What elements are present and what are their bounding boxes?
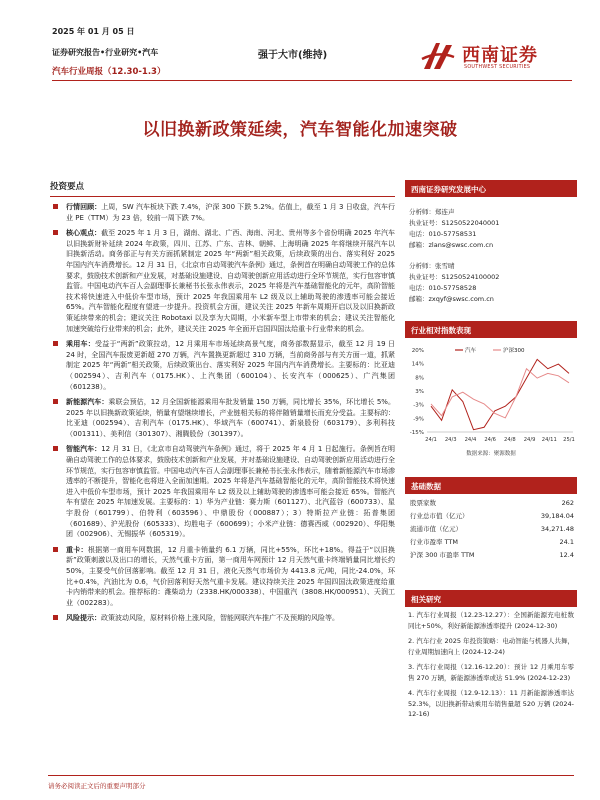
- series-line-1: [431, 369, 569, 418]
- basic-data-heading: 基础数据: [405, 477, 577, 494]
- related-research-heading: 相关研究: [405, 590, 577, 607]
- analyst-cert: 执业证号：S1250522040001: [409, 219, 500, 227]
- legend-label: 汽车: [465, 348, 477, 354]
- row-label: 行业总市值（亿元）: [410, 512, 469, 520]
- row-label: 股票家数: [410, 499, 436, 507]
- paragraph-text: 政策波动风险，原材料价格上涨风险，智能网联汽车推广不及预期的风险等。: [101, 614, 339, 623]
- x-tick-label: 24/11: [541, 437, 557, 443]
- summary-paragraph: [50, 545, 395, 609]
- y-tick-label: -15%: [409, 430, 424, 436]
- row-value: 39,184.04: [540, 511, 574, 520]
- logo-text-en: SOUTHWEST SECURITIES: [464, 65, 531, 70]
- bullet-icon: [53, 615, 58, 620]
- logo-mark-icon: [420, 39, 456, 73]
- paragraph-label: 重卡：: [66, 545, 88, 554]
- summary-paragraphs: [50, 202, 395, 624]
- row-label: 行业市盈率 TTM: [410, 538, 459, 546]
- row-value: 12.4: [559, 550, 574, 559]
- table-row: [407, 509, 577, 522]
- paragraph-text: 12 月 31 日，《北京市自动驾驶汽车条例》通过，将于 2025 年 4 月 1 日起施行。条例旨在明确自动驾驶工作的总体要求，鼓励技术创新和产业发展，并对基础设施建设、自动驾驶创新应用活动进行全环节规范，实行包容审慎监管。中国电动汽车百人会副理事长兼秘书长张永伟表示，随着新能源汽车市场渗透率的不断提升，智能化也将进入全面加速期。2025 年将是汽车基础智能化的元年，高阶智能技术将快速进入中低价车型市场，预计 2025 年我国乘用车 L2 级及以上辅助驾驶的渗透率可能会接近 65%。智能汽车有望在 2025 年加速发展。主要标的：1）华为产业链：赛力斯（601127）、北汽蓝谷（600733）、星宇股份（601799）、伯特利（603596）、中鼎股份（000887）；3）特斯拉产业链：拓普集团（601689）、沪光股份（605333）、均胜电子（600699）；小米产业链：德赛西威（002920）、华阳集团（002906）、无锡振华（605319）。: [66, 445, 396, 539]
- paragraph-label: 核心观点：: [66, 229, 102, 238]
- bullet-icon: [53, 399, 58, 404]
- analyst-phone: 电话：010-57758528: [409, 284, 477, 292]
- report-date: 2025 年 01 月 05 日: [52, 27, 135, 36]
- analyst-email[interactable]: 邮箱：zxqyf@swsc.com.cn: [409, 295, 494, 303]
- x-tick-label: 25/1: [563, 437, 575, 443]
- x-tick-label: 24/4: [464, 437, 477, 443]
- paragraph-text: 受益于“两新”政策拉动，12 月乘用车市场延续高景气度，商务部数据显示，截至 12 月 19 日 24 时，全国汽车报废更新超 270 万辆，汽车置换更新超过 310 万辆，当前商务部与有关方面一道，抓紧制定 2025 年“两新”相关政策，后续政策出台、落实利好 2025 年国内汽车消费增长。主要标的：比亚迪（002594）、吉利汽车（0175.HK）、上汽集团（600104）、长安汽车（000625）、广汽集团（601238）。: [66, 340, 395, 391]
- related-report-link[interactable]: 4. 汽车行业周报（12.9-12.13）：11 月新能源渗透率达 52.3%，以旧换新带动乘用车销售量超 520 万辆 (2024-12-16): [408, 689, 574, 718]
- summary-paragraph: [50, 339, 395, 392]
- x-tick-label: 24/9: [523, 437, 536, 443]
- paragraph-label: 新能源汽车：: [66, 398, 109, 407]
- y-tick-label: -9%: [413, 416, 424, 423]
- row-label: 沪深 300 市盈率 TTM: [410, 551, 475, 559]
- series-line-0: [431, 359, 569, 429]
- table-row: [407, 535, 577, 548]
- basic-data-section: [405, 477, 577, 561]
- chart-source: 数据来源：聚源数据: [466, 451, 516, 457]
- x-tick-label: 24/1: [425, 437, 437, 443]
- paragraph-label: 风险提示：: [66, 614, 101, 623]
- related-report-link[interactable]: 1. 汽车行业周报（12.23-12.27）：全国新能源充电桩数同比+50%，利好新能源渗透率提升 (2024-12-30): [408, 611, 574, 630]
- sidebar-column: [405, 180, 577, 338]
- paragraph-text: 乘联会预估，12 月全国新能源乘用车批发销量 150 万辆，同比增长 35%，环比增长 5%。2025 年以旧换新政策延续，销量有望继续增长，产业链相关标的将伴随销量增长而充分受益。主要标的：比亚迪（002594）、吉利汽车（0175.HK）、华域汽车（600741）、新泉股份（603179）、多利科技（001311）、美利信（301307）、湘腾股份（301397）。: [66, 398, 395, 438]
- bullet-icon: [53, 204, 58, 209]
- paragraph-text: 截至 2025 年 1 月 3 日，湖南、湖北、广西、海南、河北、贵州等多个省份明确 2025 年汽车以旧换新财补延续 2024 年政策，四川、江苏、广东、吉林、朝鲜、上海明确 2025 年将继续开展汽车以旧换新活动。商务部正与有关方面抓紧制定 2025 年“两新”相关政策，后续政策的出台、落实利好 2025 年国内汽车消费增长。12 月 31 日，《北京市自动驾驶汽车条例》通过，条例首在明确自动驾驶工作的总体要求，鼓励技术创新和产业发展，对基础设施建设、自动驾驶创新应用活动进行全环节规范，实行包容审慎监管。中国电动汽车百人会副理事长兼秘书长张永伟表示，2025 年将是汽车基础智能化的元年，高阶智能技术将快速进入中低价车型市场，预计 2025 年我国乘用车 L2 级及以上辅助驾驶的渗透率可能会接近 65%。汽车智能化程度有望进一步提升。投资机会方面，建议关注 2025 年新车周期开启以及以旧换新政策延续带来的机会；建议关注 Robotaxi 以及享为大周期，小米新车型上市带来的机会；建议关注智能化加速突破给行业带来的机会；此外，建议关注 2025 年全面开启国四国汰给重卡行业带来的机会。: [66, 229, 395, 333]
- summary-column: [50, 180, 395, 624]
- y-tick-label: -3%: [413, 402, 424, 409]
- report-name: 汽车行业周报（12.30-1.3）: [52, 67, 166, 77]
- table-row: [407, 522, 577, 535]
- bullet-icon: [53, 446, 58, 451]
- summary-paragraph: [50, 397, 395, 439]
- table-row: [407, 548, 577, 561]
- paragraph-label: 乘用车：: [66, 340, 95, 349]
- related-research-section: [405, 590, 577, 725]
- index-line-chart: [405, 342, 577, 454]
- bullet-icon: [53, 230, 58, 235]
- analyst-name: 分析师：张雪晴: [409, 262, 455, 270]
- row-value: 24.1: [559, 537, 574, 546]
- paragraph-text: 根据第一商用车网数据，12 月重卡销量约 6.1 万辆，同比+55%，环比+18%。得益于“以旧换新”政策刺激以及出口的增长，天然气重卡方面，第一商用车网预计 12 月天然气重卡终端销量同比增长约 50%，主要受气价回落影响。截至 12 月 31 日，液化天然气市场价为 4413.8 元/吨，同比-24.0%，环比+0.4%，汽油比为 0.6，气价回落利好天然气重卡发展。建议持续关注 2025 年国四国汰政策进度给重卡内销带来的机会。推荐标的：潍柴动力（2338.HK/000338）、中国重汽（3808.HK/000951）、天润工业（002283）。: [66, 545, 395, 607]
- analyst-block: [405, 207, 577, 305]
- row-value: 34,271.48: [540, 524, 574, 533]
- basic-data-table: [407, 496, 577, 561]
- analyst-cert: 执业证号：S1250524100002: [409, 273, 500, 281]
- report-title: 以旧换新政策延续，汽车智能化加速突破: [142, 120, 458, 140]
- y-tick-label: 8%: [415, 375, 424, 382]
- related-research-list: [405, 607, 577, 720]
- report-header: [48, 18, 568, 78]
- bullet-icon: [53, 341, 58, 346]
- summary-heading: 投资要点: [50, 180, 395, 197]
- bullet-icon: [53, 547, 58, 552]
- row-value: 262: [561, 498, 574, 507]
- related-report-link[interactable]: 2. 汽车行业 2025 年投资策略：电动智能与机器人共舞，行业周期加速向上 (2024-12-24): [408, 637, 574, 656]
- paragraph-label: 行情回顾：: [66, 203, 102, 211]
- legend-label: 沪深300: [503, 348, 525, 354]
- footer-disclaimer: 请务必阅读正文后的重要声明部分: [48, 775, 574, 790]
- y-tick-label: 20%: [411, 348, 424, 354]
- research-center-heading: 西南证券研究发展中心: [405, 180, 577, 197]
- summary-paragraph: [50, 444, 395, 539]
- y-tick-label: 3%: [415, 389, 424, 395]
- paragraph-text: 上周，SW 汽车板块下跌 7.4%，沪深 300 下跌 5.2%。估值上，截至 1 月 3 日收盘，汽车行业 PE（TTM）为 23 倍，较前一周下跌 7%。: [66, 203, 395, 222]
- paragraph-label: 智能汽车：: [66, 445, 102, 454]
- row-label: 流通市值（亿元）: [410, 525, 462, 533]
- summary-paragraph: [50, 202, 395, 223]
- summary-paragraph: [50, 228, 395, 334]
- report-category: 证券研究报告•行业研究•汽车: [52, 48, 159, 57]
- table-row: [407, 496, 577, 509]
- analyst-email[interactable]: 邮箱：zlans@swsc.com.cn: [409, 241, 494, 249]
- summary-paragraph: [50, 613, 395, 624]
- logo-text-cn: 西南证券: [462, 45, 538, 66]
- x-tick-label: 24/8: [504, 437, 516, 443]
- y-tick-label: 14%: [411, 361, 424, 368]
- index-chart-heading: 行业相对指数表现: [405, 321, 577, 338]
- header-divider: [52, 80, 572, 81]
- analyst-name: 分析师：郑连声: [409, 208, 455, 216]
- company-logo: [420, 39, 570, 79]
- x-tick-label: 24/6: [484, 437, 496, 443]
- related-report-link[interactable]: 3. 汽车行业周报（12.16-12.20）：预计 12 月乘用车零售 270 万辆，新能源渗透率或达 51.9% (2024-12-23): [408, 663, 574, 682]
- analyst-phone: 电话：010-57758531: [409, 230, 477, 238]
- x-tick-label: 24/3: [444, 437, 457, 443]
- rating: 强于大市(维持): [258, 50, 328, 61]
